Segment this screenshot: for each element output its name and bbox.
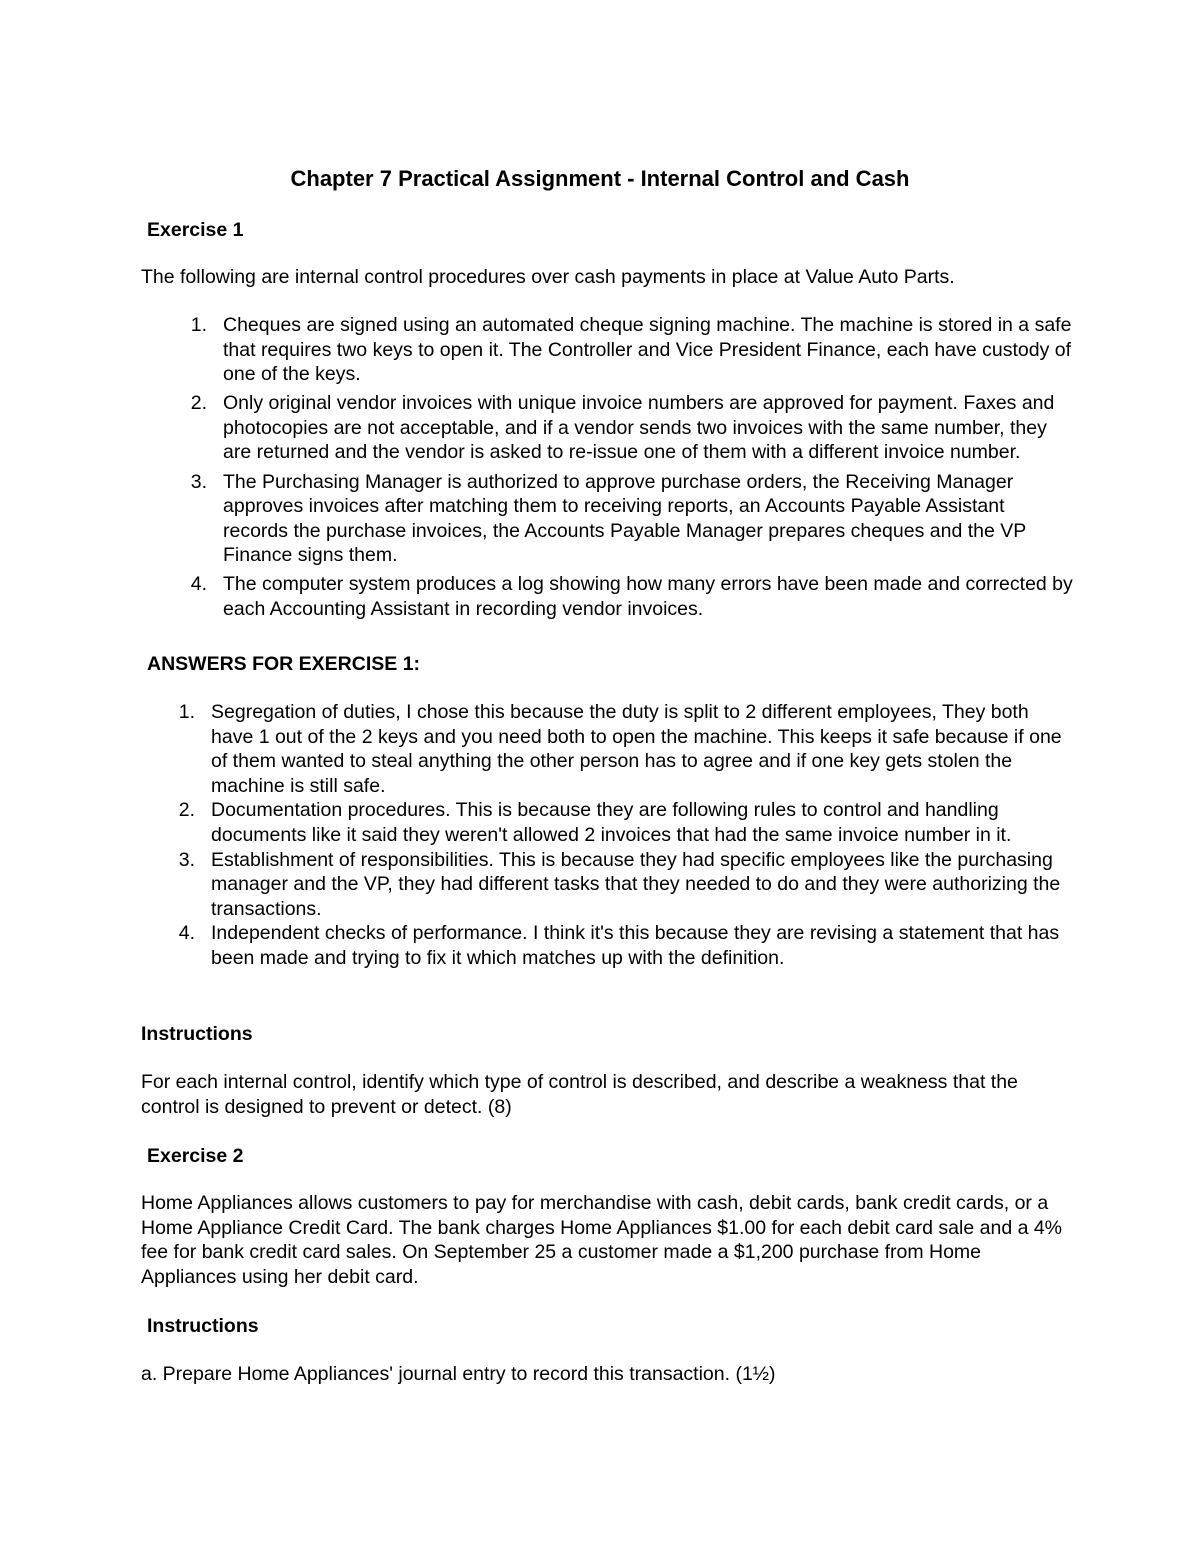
instructions-1-text: For each internal control, identify which type of control is described, and describe a weakness that the control is designed to prevent or detect. (8) <box>141 1071 1018 1118</box>
list-item-number: 1. <box>178 701 195 723</box>
list-item-text: Segregation of duties, I chose this because the duty is split to 2 different employees, They both have 1 out of the 2 keys and you need both to open the machine. This keeps it safe because if one of them wanted to steal anything the other person has to agree and if one key gets stolen the machine is still safe. <box>211 701 1062 797</box>
list-item <box>178 798 1071 847</box>
list-item <box>190 470 1073 568</box>
list-item-text: Documentation procedures. This is because they are following rules to control and handling documents like it said they weren't allowed 2 invoices that had the same invoice number in it. <box>211 799 1012 846</box>
list-item-number: 4. <box>178 922 195 945</box>
list-item-text: Establishment of responsibilities. This is because they had specific employees like the purchasing manager and the VP, they had different tasks that they needed to do and they were authorizing the transactions. <box>211 848 1061 920</box>
list-item <box>190 313 1073 387</box>
instructions-2-text: a. Prepare Home Appliances' journal entry to record this transaction. (1½) <box>141 1363 776 1385</box>
exercise-1-heading: Exercise 1 <box>147 219 244 241</box>
list-item <box>178 700 1071 798</box>
instructions-2-heading: Instructions <box>147 1315 259 1337</box>
list-item <box>178 921 1071 970</box>
list-item-text: Only original vendor invoices with unique invoice numbers are approved for payment. Faxes and photocopies are not acceptable, and if a vendor sends two invoices with the same number, they are returned and the vendor is asked to re-issue one of them with a different invoice number. <box>223 392 1055 464</box>
list-item-text: Cheques are signed using an automated cheque signing machine. The machine is stored in a safe that requires two keys to open it. The Controller and Vice President Finance, each have custody of one of the keys. <box>223 314 1072 386</box>
list-item-number: 2. <box>178 799 195 822</box>
list-item-text: The computer system produces a log showing how many errors have been made and corrected by each Accounting Assistant in recording vendor invoices. <box>223 573 1073 621</box>
list-item <box>178 848 1071 922</box>
list-item-number: 3. <box>190 470 207 493</box>
list-item-number: 3. <box>178 848 195 871</box>
exercise-1-intro: The following are internal control procedures over cash payments in place at Value Auto Parts. <box>141 266 955 288</box>
list-item-number: 1. <box>190 314 207 336</box>
instructions-1-heading: Instructions <box>141 1023 253 1045</box>
list-item-text: The Purchasing Manager is authorized to approve purchase orders, the Receiving Manager approves invoices after matching them to receiving reports, an Accounts Payable Assistant records the purchase invoices, the Accounts Payable Manager prepares cheques and the VP Finance signs them. <box>223 470 1026 567</box>
exercise-2-heading: Exercise 2 <box>147 1145 244 1167</box>
answers-list <box>178 700 1071 971</box>
list-item <box>190 391 1073 465</box>
document-title: Chapter 7 Practical Assignment - Internal Control and Cash <box>290 166 910 191</box>
list-item-text: Independent checks of performance. I think it's this because they are revising a statement that has been made and trying to fix it which matches up with the definition. <box>211 922 1060 969</box>
list-item <box>190 572 1073 621</box>
list-item-number: 2. <box>190 392 207 415</box>
exercise-1-list <box>190 313 1073 626</box>
exercise-2-text: Home Appliances allows customers to pay for merchandise with cash, debit cards, bank credit cards, or a Home Appliance Credit Card. The bank charges Home Appliances $1.00 for each debit card sale and a 4% fee for bank credit card sales. On September 25 a customer made a $1,200 purchase from Home Appliances using her debit card. <box>141 1192 1063 1288</box>
answers-heading: ANSWERS FOR EXERCISE 1: <box>147 653 421 675</box>
list-item-number: 4. <box>190 573 207 596</box>
